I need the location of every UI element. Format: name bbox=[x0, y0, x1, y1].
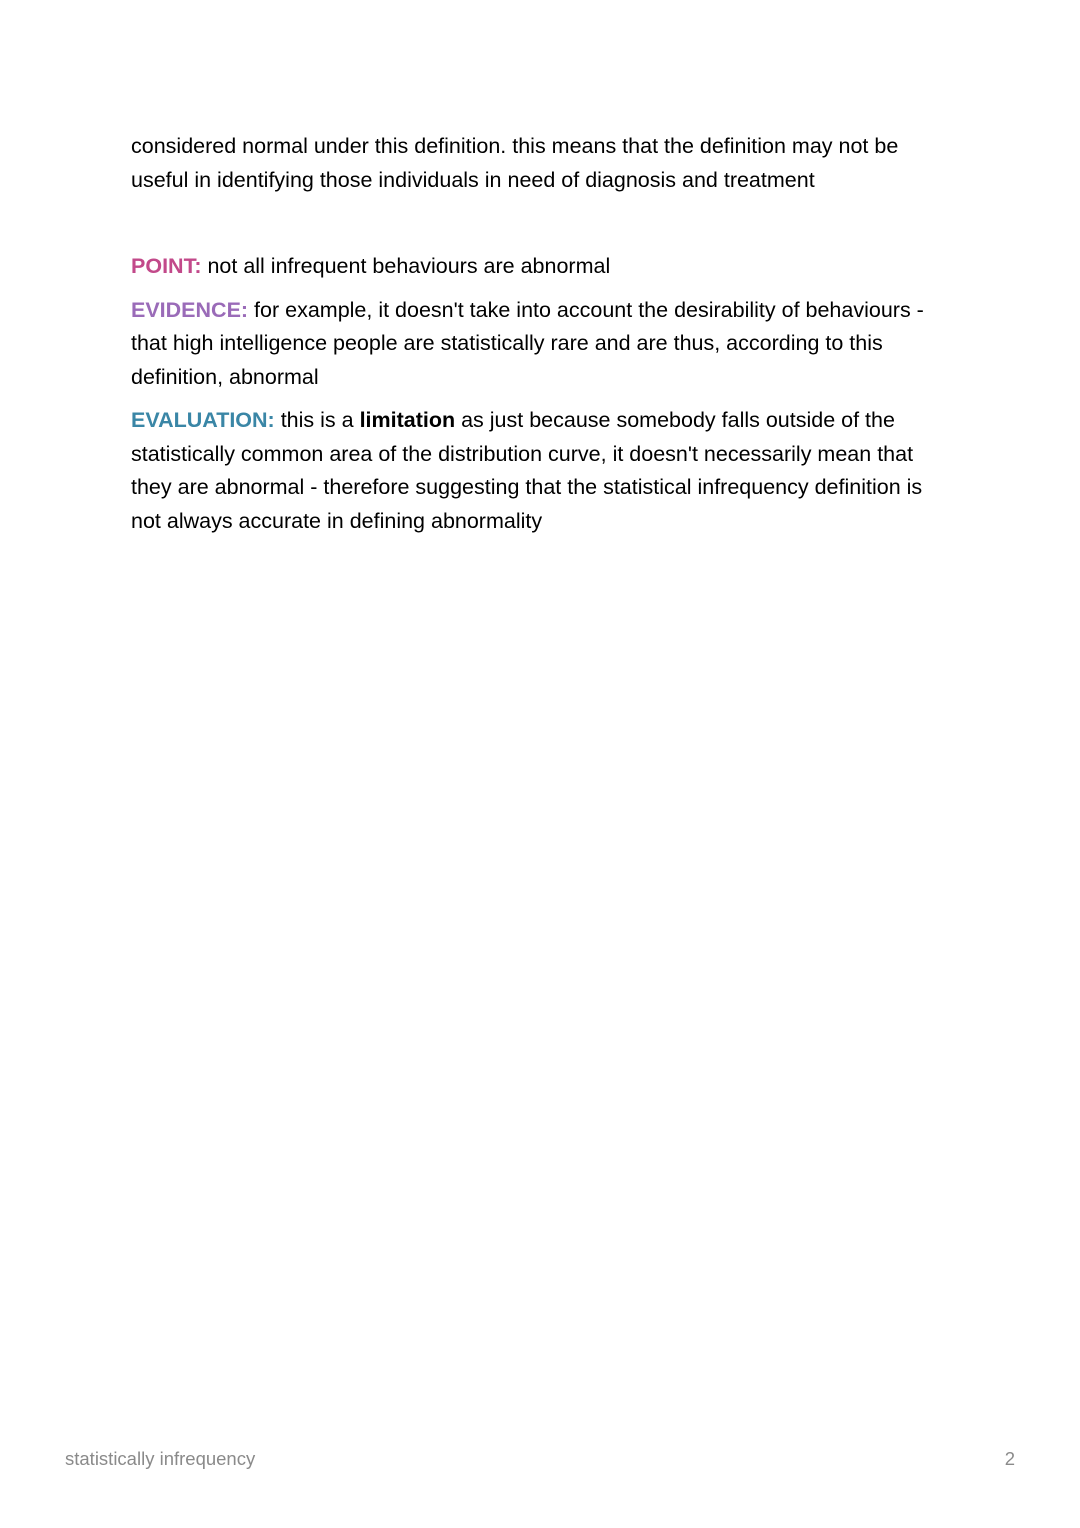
evaluation-label: EVALUATION: bbox=[131, 408, 275, 432]
evidence-label: EVIDENCE: bbox=[131, 297, 249, 322]
point-text: not all infrequent behaviours are abnormal bbox=[201, 254, 611, 278]
footer-title: statistically infrequency bbox=[65, 1448, 256, 1469]
evaluation-bold-term: limitation bbox=[359, 408, 456, 432]
page-content bbox=[131, 130, 951, 548]
evidence-text: for example, it doesn't take into account the desirability of behaviours - that high intelligence people are statistically rare and are thus, according to this definition, abnormal bbox=[131, 297, 924, 389]
evidence-paragraph bbox=[131, 294, 951, 395]
evaluation-text-after: as just because somebody falls outside of the statistically common area of the distribution curve, it doesn't necessarily mean that they are abnormal - therefore suggesting that the statistical infrequency definition is not always accurate in defining abnormality bbox=[131, 408, 923, 533]
evaluation-paragraph bbox=[131, 404, 951, 538]
point-paragraph bbox=[131, 250, 951, 284]
evaluation-text-before: this is a bbox=[274, 408, 360, 432]
point-label: POINT: bbox=[131, 254, 202, 278]
intro-paragraph: considered normal under this definition. this means that the definition may not be useful in identifying those individuals in need of diagnosis and treatment bbox=[131, 134, 899, 192]
page-number: 2 bbox=[1004, 1448, 1015, 1469]
